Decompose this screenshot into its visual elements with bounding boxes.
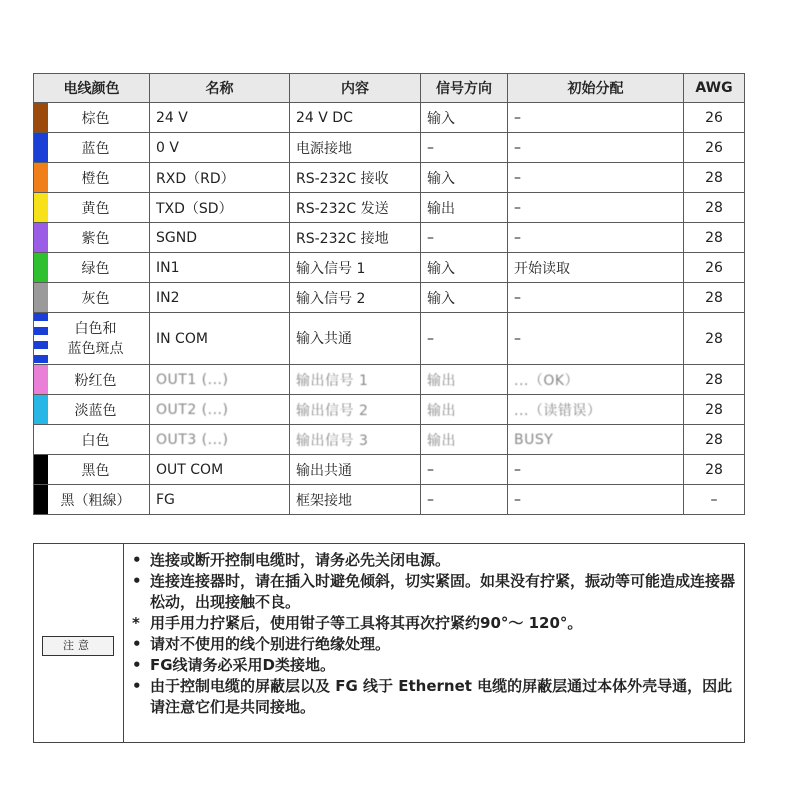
direction-cell: –	[421, 223, 508, 253]
caution-item	[132, 550, 742, 571]
table-row	[34, 455, 745, 485]
signal-name-cell: RXD（RD）	[150, 163, 290, 193]
awg-cell: 28	[684, 313, 745, 365]
wire-color-swatch	[34, 223, 48, 252]
wire-color-cell	[34, 283, 150, 313]
table-row	[34, 103, 745, 133]
awg-cell: 26	[684, 103, 745, 133]
initial-assignment-cell: –	[508, 103, 684, 133]
wire-color-label: 灰色	[81, 290, 110, 307]
awg-cell: 26	[684, 133, 745, 163]
bullet-mark: *	[132, 614, 140, 632]
content-cell: RS-232C 接收	[290, 163, 421, 193]
direction-cell: 输出	[421, 425, 508, 455]
awg-cell: –	[684, 485, 745, 515]
wire-color-label: 淡蓝色	[74, 402, 117, 419]
caution-tag: 注意	[42, 636, 114, 656]
caution-text: 请对不使用的线个别进行绝缘处理。	[150, 635, 391, 653]
caution-text: 用手用力拧紧后，使用钳子等工具将其再次拧紧约90°～ 120°。	[150, 614, 583, 632]
wire-color-cell	[34, 133, 150, 163]
wire-color-swatch	[34, 283, 48, 312]
table-row	[34, 223, 745, 253]
direction-cell: 输出	[421, 193, 508, 223]
table-row	[34, 163, 745, 193]
content-cell: 电源接地	[290, 133, 421, 163]
wire-color-swatch	[34, 313, 48, 364]
content-cell: 输出信号 1	[290, 365, 421, 395]
awg-cell: 28	[684, 223, 745, 253]
wire-color-label: 紫色	[81, 230, 110, 247]
awg-cell: 28	[684, 163, 745, 193]
bullet-mark: •	[132, 551, 142, 569]
content-cell: 输出共通	[290, 455, 421, 485]
initial-assignment-cell: –	[508, 193, 684, 223]
wire-color-cell	[34, 455, 150, 485]
direction-cell: 输入	[421, 103, 508, 133]
initial-assignment-cell: –	[508, 283, 684, 313]
content-cell: 框架接地	[290, 485, 421, 515]
signal-name-cell: SGND	[150, 223, 290, 253]
initial-assignment-cell: –	[508, 485, 684, 515]
wire-color-label: 棕色	[81, 110, 110, 127]
wire-color-cell	[34, 163, 150, 193]
wire-color-label: 绿色	[81, 260, 110, 277]
direction-cell: 输入	[421, 163, 508, 193]
caution-text: 连接或断开控制电缆时，请务必先关闭电源。	[150, 551, 451, 569]
awg-cell: 28	[684, 455, 745, 485]
caution-item	[132, 676, 742, 718]
signal-name-cell: IN1	[150, 253, 290, 283]
direction-cell: –	[421, 133, 508, 163]
header-name: 名称	[150, 74, 290, 103]
wire-color-swatch	[34, 425, 48, 454]
bullet-mark: •	[132, 677, 142, 695]
wire-color-label: 黑色	[81, 462, 110, 479]
awg-cell: 28	[684, 365, 745, 395]
wire-color-label: 橙色	[81, 170, 110, 187]
initial-assignment-cell: BUSY	[508, 425, 684, 455]
signal-name-cell: OUT2 (...)	[150, 395, 290, 425]
content-cell: 输出信号 2	[290, 395, 421, 425]
caution-item	[132, 571, 742, 613]
direction-cell: 输入	[421, 283, 508, 313]
content-cell: 输入信号 1	[290, 253, 421, 283]
caution-item	[132, 613, 742, 634]
caution-text: 由于控制电缆的屏蔽层以及 FG 线于 Ethernet 电缆的屏蔽层通过本体外壳导通，因此请注意它们是共同接地。	[150, 677, 733, 716]
table-row	[34, 485, 745, 515]
content-cell: 24 V DC	[290, 103, 421, 133]
wire-color-swatch	[34, 365, 48, 394]
table-row	[34, 133, 745, 163]
signal-name-cell: 24 V	[150, 103, 290, 133]
wire-color-swatch	[34, 485, 48, 514]
wire-color-label: 蓝色	[81, 140, 110, 157]
bullet-mark: •	[132, 572, 142, 590]
signal-name-cell: OUT3 (...)	[150, 425, 290, 455]
initial-assignment-cell: ...（读错误）	[508, 395, 684, 425]
header-initial-assignment: 初始分配	[508, 74, 684, 103]
wire-color-cell	[34, 253, 150, 283]
caution-text: 连接连接器时，请在插入时避免倾斜，切实紧固。如果没有拧紧，振动等可能造成连接器松动，出现接触不良。	[150, 572, 736, 611]
table-row	[34, 193, 745, 223]
bullet-mark: •	[132, 656, 142, 674]
awg-cell: 28	[684, 283, 745, 313]
wire-color-cell	[34, 223, 150, 253]
wire-color-swatch	[34, 395, 48, 424]
caution-list	[132, 550, 742, 718]
content-cell: RS-232C 发送	[290, 193, 421, 223]
caution-item	[132, 655, 742, 676]
table-row	[34, 425, 745, 455]
direction-cell: 输出	[421, 395, 508, 425]
initial-assignment-cell: –	[508, 455, 684, 485]
signal-name-cell: OUT COM	[150, 455, 290, 485]
awg-cell: 28	[684, 193, 745, 223]
content-cell: 输出信号 3	[290, 425, 421, 455]
header-awg: AWG	[684, 74, 745, 103]
wire-color-cell	[34, 193, 150, 223]
wire-color-cell	[34, 485, 150, 515]
content-cell: 输入信号 2	[290, 283, 421, 313]
signal-name-cell: IN COM	[150, 313, 290, 365]
table-header-row	[34, 74, 745, 103]
caution-label-cell	[34, 544, 124, 742]
wire-spec-table	[33, 73, 745, 515]
caution-item	[132, 634, 742, 655]
wire-color-swatch	[34, 455, 48, 484]
table-row	[34, 365, 745, 395]
header-wire-color: 电线颜色	[34, 74, 150, 103]
wire-color-label: 白色和 蓝色斑点	[67, 320, 124, 357]
signal-name-cell: FG	[150, 485, 290, 515]
initial-assignment-cell: –	[508, 133, 684, 163]
direction-cell: 输入	[421, 253, 508, 283]
signal-name-cell: OUT1 (...)	[150, 365, 290, 395]
wire-color-cell	[34, 313, 150, 365]
wire-color-cell	[34, 365, 150, 395]
header-content: 内容	[290, 74, 421, 103]
wire-color-cell	[34, 425, 150, 455]
initial-assignment-cell: ...（OK）	[508, 365, 684, 395]
direction-cell: –	[421, 485, 508, 515]
awg-cell: 28	[684, 425, 745, 455]
table-row	[34, 395, 745, 425]
table-body	[34, 103, 745, 515]
header-signal-direction: 信号方向	[421, 74, 508, 103]
wire-color-swatch	[34, 103, 48, 132]
caution-box	[33, 543, 745, 743]
caution-text: FG线请务必采用D类接地。	[150, 656, 336, 674]
wire-color-label: 黄色	[81, 200, 110, 217]
direction-cell: –	[421, 313, 508, 365]
wire-color-swatch	[34, 193, 48, 222]
bullet-mark: •	[132, 635, 142, 653]
wire-color-label: 黑（粗線）	[60, 492, 131, 509]
signal-name-cell: IN2	[150, 283, 290, 313]
content-cell: 输入共通	[290, 313, 421, 365]
awg-cell: 26	[684, 253, 745, 283]
wire-color-label: 白色	[81, 432, 110, 449]
table-row	[34, 313, 745, 365]
direction-cell: 输出	[421, 365, 508, 395]
table-row	[34, 253, 745, 283]
signal-name-cell: 0 V	[150, 133, 290, 163]
initial-assignment-cell: –	[508, 313, 684, 365]
wire-color-label: 粉红色	[74, 372, 117, 389]
table-row	[34, 283, 745, 313]
wire-color-swatch	[34, 133, 48, 162]
direction-cell: –	[421, 455, 508, 485]
awg-cell: 28	[684, 395, 745, 425]
wire-color-swatch	[34, 253, 48, 282]
initial-assignment-cell: –	[508, 223, 684, 253]
wire-color-cell	[34, 103, 150, 133]
initial-assignment-cell: –	[508, 163, 684, 193]
signal-name-cell: TXD（SD）	[150, 193, 290, 223]
content-cell: RS-232C 接地	[290, 223, 421, 253]
initial-assignment-cell: 开始读取	[508, 253, 684, 283]
wire-color-swatch	[34, 163, 48, 192]
wire-color-cell	[34, 395, 150, 425]
